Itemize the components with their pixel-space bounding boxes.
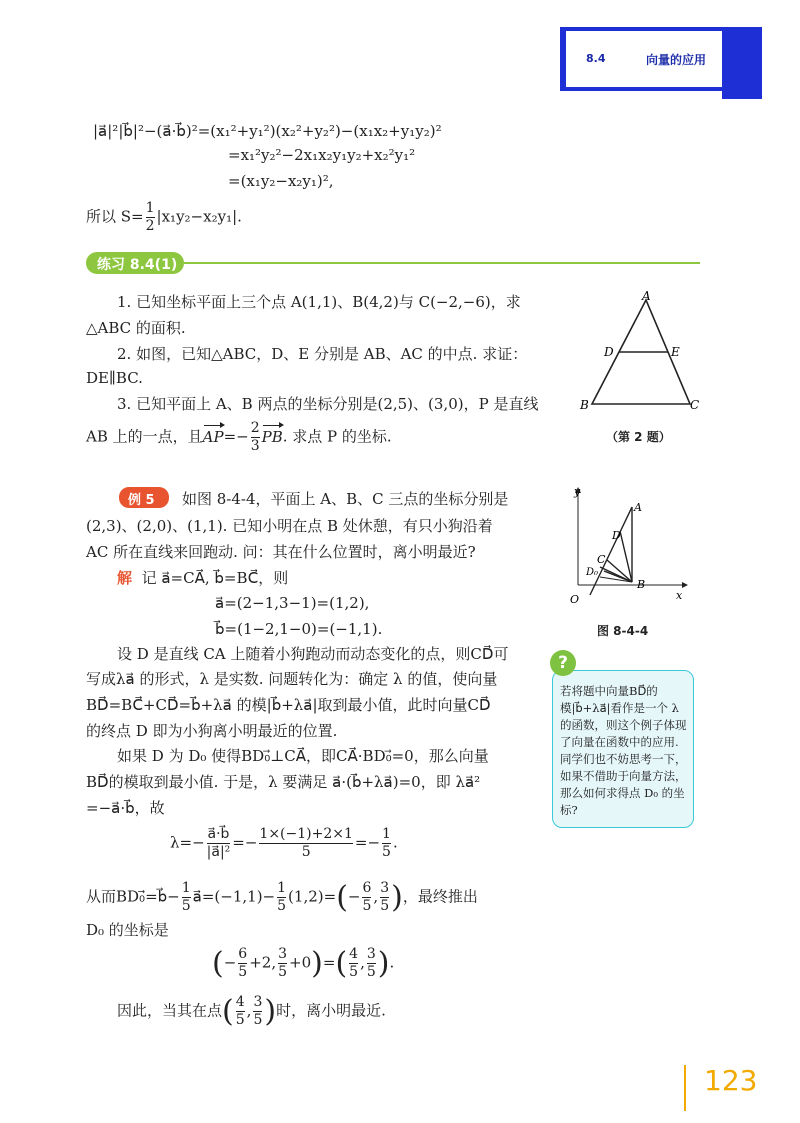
- lambda-equation: λ=− $\frac{a⃗\cdot b⃗}{\text{|a⃗|²}}$ =− $\frac{1\times(-1)+2\times 1}{5}$ =− $\frac{1}{5}$ .: [170, 826, 398, 860]
- section-number: 8.4: [586, 52, 606, 65]
- derivation-line-3: =(x₁y₂−x₂y₁)²,: [228, 172, 334, 190]
- origin-label: O: [570, 593, 580, 606]
- equation-b: b⃗=(1−2,1−0)=(−1,1).: [215, 620, 383, 638]
- example-p2: (2,3)、(2,0)、(1,1). 已知小明在点 B 处休憩，有只小狗沿着: [86, 517, 493, 535]
- exercise-q2: 2. 如图，已知△ABC，D、E 分别是 AB、AC 的中点. 求证：: [117, 345, 528, 363]
- coordinate-figure-caption: 图 8-4-4: [597, 624, 649, 638]
- exercise-q3-cont: AB 上的一点，且AP=− $\frac{2}{3}$ PB. 求点 P 的坐标.: [86, 420, 392, 454]
- question-icon: ?: [550, 650, 576, 676]
- point-label-c: C: [597, 553, 606, 566]
- derivation-line-2: =x₁²y₂²−2x₁x₂y₁y₂+x₂²y₁²: [228, 146, 416, 164]
- bd0-equation: 从而BD₀⃗=b⃗− $\frac{1}{5}$ a⃗=(−1,1)− $\frac{1}{5}$ (1,2)=(− $\frac{6}{5}$ , $\frac{3}{5}$ )，最终推出: [86, 880, 478, 915]
- example-p12: D₀ 的坐标是: [86, 921, 169, 939]
- header-blue-tab: [722, 27, 762, 99]
- axis-label-x: x: [676, 589, 683, 602]
- fig-label-d: D: [604, 345, 614, 359]
- fig-label-c: C: [690, 398, 700, 412]
- exercise-label: 练习 8.4(1): [97, 257, 178, 273]
- fig-label-a: A: [642, 290, 651, 303]
- example-p1: 如图 8-4-4，平面上 A、B、C 三点的坐标分别是: [182, 490, 509, 508]
- equation-a: a⃗=(2−1,3−1)=(1,2),: [215, 594, 370, 612]
- example-p6: BD⃗=BC⃗+CD⃗=b⃗+λa⃗ 的模|b⃗+λa⃗|取到最小值，此时向量CD⃗: [86, 696, 491, 714]
- example-p9: BD⃗的模取到最小值. 于是，λ 要满足 a⃗·(b⃗+λa⃗)=0，即 λa⃗²: [86, 773, 481, 791]
- axis-label-y: y: [574, 485, 581, 498]
- point-label-a: A: [634, 501, 642, 514]
- exercise-q1: 1. 已知坐标平面上三个点 A(1,1)、B(4,2)与 C(−2,−6)，求: [117, 293, 521, 311]
- fig-label-e: E: [671, 345, 680, 359]
- triangle-caption: （第 2 题）: [606, 430, 671, 444]
- triangle-figure: [578, 290, 708, 416]
- exercise-divider: [184, 262, 700, 264]
- example-p10: =−a⃗·b⃗，故: [86, 799, 165, 817]
- page-number: 123: [704, 1064, 758, 1097]
- point-label-d: D: [612, 529, 621, 542]
- coordinate-figure: [560, 485, 690, 611]
- point-label-b: B: [637, 578, 646, 591]
- d0-coordinates: (− $\frac{6}{5}$ +2, $\frac{3}{5}$ +0)=( $\frac{4}{5}$ , $\frac{3}{5}$ ).: [212, 946, 395, 981]
- example-p8: 如果 D 为 D₀ 使得BD₀⃗⊥CA⃗，即CA⃗·BD₀⃗=0，那么向量: [117, 747, 489, 765]
- example-p7: 的终点 D 即为小狗离小明最近的位置.: [86, 722, 338, 740]
- section-title: 向量的应用: [646, 53, 707, 67]
- exercise-q1-cont: △ABC 的面积.: [86, 319, 186, 337]
- example-p4: 设 D 是直线 CA 上随着小狗跑动而动态变化的点，则CD⃗可: [117, 645, 509, 663]
- solution-line-1: 解 记 a⃗=CA⃗, b⃗=BC⃗，则: [117, 569, 289, 587]
- example-p5: 写成λa⃗ 的形式，λ 是实数. 问题转化为：确定 λ 的值，使向量: [86, 670, 498, 688]
- example-label: 例 5: [128, 493, 155, 508]
- fig-label-b: B: [580, 398, 589, 412]
- page-number-divider: [684, 1065, 686, 1111]
- derivation-line-1: |a⃗|²|b⃗|²−(a⃗·b⃗)²=(x₁²+y₁²)(x₂²+y₂²)−(x₁x₂+y₁y₂)²: [93, 122, 442, 140]
- exercise-q2-cont: DE∥BC.: [86, 369, 143, 387]
- area-formula: 所以 S= $\frac{1}{2}$ |x₁y₂−x₂y₁|.: [86, 200, 242, 234]
- point-label-d0: D₀: [586, 567, 599, 578]
- exercise-q3: 3. 已知平面上 A、B 两点的坐标分别是(2,5)、(3,0)，P 是直线: [117, 395, 539, 413]
- side-note-text: 若将题中向量BD⃗的模|b⃗+λa⃗|看作是一个 λ 的函数，则这个例子体现了向量在函数中的应用. 同学们也不妨思考一下，如果不借助于向量方法，那么如何求得点 D₀ 的坐标?: [560, 684, 687, 817]
- example-p3: AC 所在直线来回跑动. 问：其在什么位置时，离小明最近?: [86, 543, 476, 561]
- conclusion: 因此，当其在点( $\frac{4}{5}$ , $\frac{3}{5}$ )时，离小明最近.: [117, 994, 386, 1029]
